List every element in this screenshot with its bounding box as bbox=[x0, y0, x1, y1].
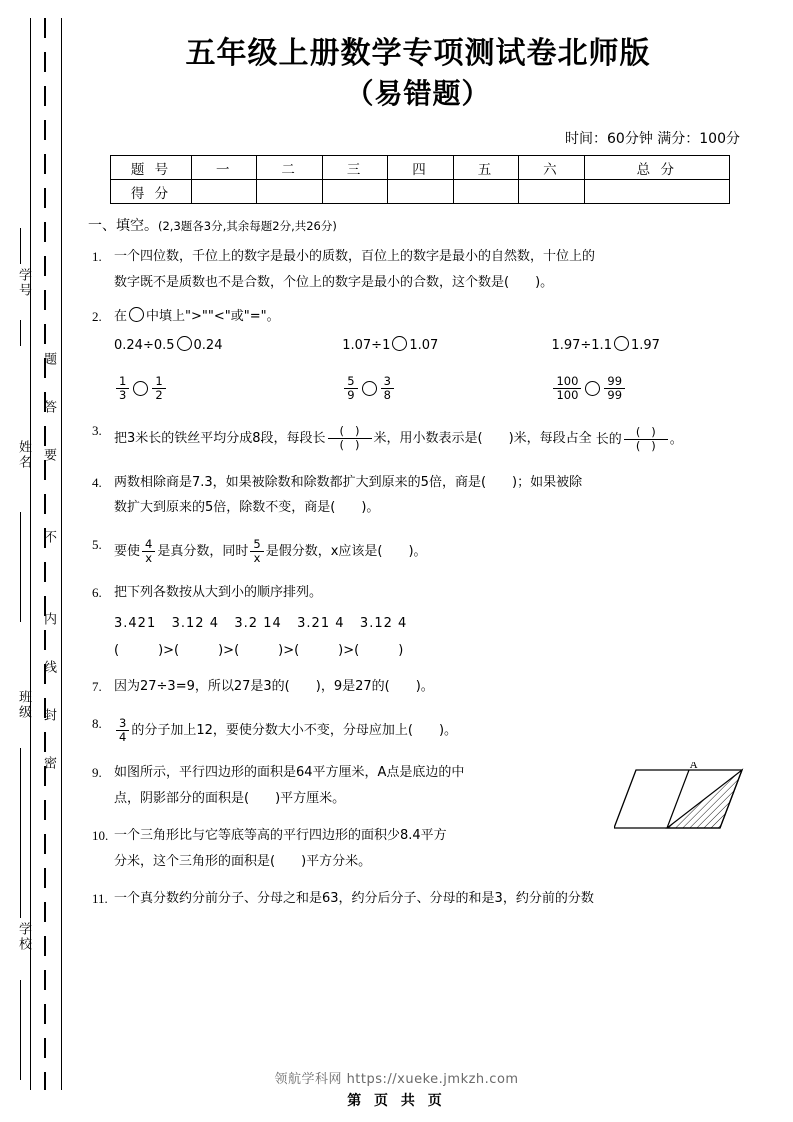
compare-row-fractions bbox=[114, 369, 748, 404]
compare-item bbox=[342, 333, 551, 358]
question-text: 。 bbox=[669, 432, 683, 448]
page-title bbox=[88, 34, 748, 112]
fraction-numerator: 3 bbox=[116, 717, 129, 731]
question-text: 中填上">""<"或"="。 bbox=[146, 308, 280, 324]
question-number: 1. bbox=[92, 249, 102, 265]
fraction-numerator: 99 bbox=[604, 375, 625, 389]
fraction bbox=[381, 375, 394, 402]
fraction-numerator: 4 bbox=[142, 538, 155, 552]
title-line1: 五年级上册数学专项测试卷北师版 bbox=[185, 36, 651, 71]
fraction bbox=[152, 375, 165, 402]
question-number: 10. bbox=[92, 828, 109, 844]
fraction bbox=[142, 538, 155, 565]
page-footer bbox=[0, 1068, 793, 1110]
score-label-cell: 得 分 bbox=[111, 180, 192, 204]
question-text: 一个四位数，千位上的数字是最小的质数，百位上的数字是最小的自然数，十位上的 bbox=[114, 249, 596, 265]
question-list bbox=[88, 244, 748, 911]
fraction-numerator: 5 bbox=[344, 375, 357, 389]
score-input-cell[interactable] bbox=[584, 180, 729, 204]
binding-strip bbox=[30, 18, 62, 1090]
fraction-numerator: 1 bbox=[152, 375, 165, 389]
question-7 bbox=[88, 674, 748, 699]
question-number: 5. bbox=[92, 537, 102, 553]
section-heading bbox=[88, 215, 748, 235]
fraction bbox=[604, 375, 625, 402]
fraction-denominator: 9 bbox=[347, 387, 355, 402]
score-header-cell: 五 bbox=[453, 156, 518, 180]
decimal-number: 3.421 bbox=[114, 616, 157, 632]
circle-blank-icon bbox=[133, 381, 148, 396]
compare-item bbox=[114, 375, 342, 402]
score-header-cell: 三 bbox=[322, 156, 387, 180]
decimal-number: 3.2 14 bbox=[234, 616, 282, 632]
question-3 bbox=[88, 418, 748, 455]
fraction-numerator: 1 bbox=[116, 375, 129, 389]
score-header-cell: 总 分 bbox=[584, 156, 729, 180]
question-text: 数扩大到原来的5倍，除数不变，商是( )。 bbox=[114, 499, 380, 515]
table-row-header bbox=[111, 156, 730, 180]
circle-blank-icon bbox=[392, 336, 407, 351]
question-5 bbox=[88, 532, 748, 567]
fraction-numerator: 3 bbox=[381, 375, 394, 389]
score-header-cell: 题 号 bbox=[111, 156, 192, 180]
compare-right: 1.97 bbox=[630, 338, 660, 354]
question-text: 分米，这个三角形的面积是( )平方分米。 bbox=[114, 853, 372, 869]
page-number: 第 页 共 页 bbox=[347, 1093, 446, 1109]
question-11 bbox=[88, 886, 748, 911]
question-text: 把下列各数按从大到小的顺序排列。 bbox=[114, 584, 323, 600]
side-label-da: 答 bbox=[41, 400, 56, 415]
fraction bbox=[250, 538, 263, 565]
question-1 bbox=[88, 244, 748, 295]
watermark: 领航学科网 https://xueke.jmkzh.com bbox=[274, 1072, 519, 1087]
decimal-number: 3.12 4 bbox=[171, 616, 219, 632]
question-number: 4. bbox=[92, 474, 102, 490]
question-text: 长的 bbox=[595, 432, 622, 448]
fraction-blank: $\frac{( )}{( )}$ bbox=[328, 425, 372, 452]
compare-item bbox=[114, 333, 342, 358]
fraction bbox=[553, 375, 581, 402]
score-input-cell[interactable] bbox=[257, 180, 322, 204]
question-number: 6. bbox=[92, 584, 102, 600]
question-text: 一个三角形比与它等底等高的平行四边形的面积少8.4平方 bbox=[114, 828, 447, 844]
score-table bbox=[110, 155, 730, 204]
compare-row-decimals bbox=[114, 333, 748, 358]
score-input-cell[interactable] bbox=[322, 180, 387, 204]
compare-item bbox=[551, 375, 748, 402]
question-text: 因为27÷3=9，所以27是3的( )，9是27的( )。 bbox=[114, 678, 434, 694]
fraction-denominator: x bbox=[145, 551, 153, 566]
question-text: 米，用小数表示是( )米，每段占全 bbox=[373, 431, 592, 447]
question-2 bbox=[88, 304, 748, 404]
question-text: 是真分数，同时 bbox=[157, 544, 249, 560]
fraction bbox=[116, 375, 129, 402]
compare-left: 1.07÷1 bbox=[342, 338, 391, 354]
section-note: (2,3题各3分,其余每题2分,共26分) bbox=[158, 219, 337, 234]
ordering-answer-line[interactable]: ( )>( )>( )>( )>( ) bbox=[114, 643, 404, 659]
side-label-xuehao: 学号 bbox=[16, 268, 31, 298]
question-text: 点，阴影部分的面积是( )平方厘米。 bbox=[114, 790, 346, 806]
score-header-cell: 二 bbox=[257, 156, 322, 180]
question-text: 把3米长的铁丝平均分成8段，每段长 bbox=[114, 431, 326, 447]
compare-left: 0.24÷0.5 bbox=[114, 338, 175, 354]
question-8 bbox=[88, 711, 748, 746]
question-text: 在 bbox=[114, 308, 128, 324]
score-input-cell[interactable] bbox=[453, 180, 518, 204]
question-text: 是假分数，x应该是( )。 bbox=[265, 544, 427, 560]
side-label-ti: 题 bbox=[41, 352, 56, 367]
fraction-denominator: 8 bbox=[383, 387, 391, 402]
question-text: 如图所示，平行四边形的面积是64平方厘米，A点是底边的中 bbox=[114, 765, 465, 781]
question-number: 3. bbox=[92, 423, 102, 439]
score-input-cell[interactable] bbox=[388, 180, 453, 204]
side-label-banji: 班级 bbox=[16, 690, 31, 720]
fraction-denominator: 3 bbox=[119, 387, 127, 402]
question-text: 的分子加上12，要使分数大小不变，分母应加上( )。 bbox=[131, 723, 458, 739]
circle-blank-icon bbox=[129, 307, 144, 322]
circle-blank-icon bbox=[362, 381, 377, 396]
score-header-cell: 四 bbox=[388, 156, 453, 180]
section-label: 一、填空。 bbox=[88, 218, 158, 235]
side-label-mi: 密 bbox=[41, 756, 56, 771]
question-text: 数字既不是质数也不是合数，个位上的数字是最小的合数，这个数是( )。 bbox=[114, 274, 554, 290]
question-9 bbox=[88, 760, 748, 811]
question-number: 9. bbox=[92, 765, 102, 781]
circle-blank-icon bbox=[177, 336, 192, 351]
fraction-denominator: x bbox=[253, 551, 261, 566]
document-content bbox=[88, 24, 748, 911]
fraction-blank: $\frac{( )}{( )}$ bbox=[624, 426, 668, 453]
question-10 bbox=[88, 823, 748, 874]
question-text: 两数相除商是7.3，如果被除数和除数都扩大到原来的5倍，商是( )；如果被除 bbox=[114, 474, 583, 490]
question-number: 8. bbox=[92, 716, 102, 732]
exam-meta: 时间：60分钟 满分：100分 bbox=[565, 131, 740, 148]
score-header-cell: 六 bbox=[519, 156, 584, 180]
side-label-feng: 封 bbox=[41, 708, 56, 723]
compare-item bbox=[342, 375, 551, 402]
figure-label-a: A bbox=[690, 762, 698, 772]
side-label-xingming: 姓名 bbox=[16, 440, 31, 470]
question-text: 一个真分数约分前分子、分母之和是63，约分后分子、分母的和是3，约分前的分数 bbox=[114, 890, 594, 906]
decimal-number: 3.12 4 bbox=[359, 616, 408, 632]
fraction-denominator: 4 bbox=[119, 730, 127, 745]
question-number: 2. bbox=[92, 308, 102, 324]
question-6 bbox=[88, 580, 748, 664]
circle-blank-icon bbox=[585, 381, 600, 396]
fraction-denominator: 99 bbox=[607, 387, 623, 402]
score-header-cell: 一 bbox=[192, 156, 257, 180]
title-line2: （易错题） bbox=[345, 76, 491, 110]
score-input-cell[interactable] bbox=[192, 180, 257, 204]
fraction-denominator: 100 bbox=[556, 387, 579, 402]
decimal-number: 3.21 4 bbox=[297, 616, 345, 632]
circle-blank-icon bbox=[614, 336, 629, 351]
fraction-numerator: 100 bbox=[553, 375, 581, 389]
compare-right: 0.24 bbox=[193, 338, 223, 354]
score-input-cell[interactable] bbox=[519, 180, 584, 204]
table-row-scores bbox=[111, 180, 730, 204]
question-4 bbox=[88, 470, 748, 521]
fraction-numerator: 5 bbox=[250, 538, 263, 552]
question-text: 要使 bbox=[114, 544, 141, 560]
fraction bbox=[344, 375, 357, 402]
side-label-xuexiao: 学校 bbox=[16, 922, 31, 952]
decimal-number-row bbox=[114, 611, 748, 636]
question-number: 11. bbox=[92, 890, 108, 906]
side-label-nei: 内 bbox=[41, 612, 56, 627]
compare-right: 1.07 bbox=[409, 338, 439, 354]
compare-item bbox=[551, 333, 748, 358]
side-label-xian: 线 bbox=[41, 660, 56, 675]
fraction-denominator: 2 bbox=[155, 387, 163, 402]
side-label-yao: 要 bbox=[41, 448, 56, 463]
question-number: 7. bbox=[92, 678, 102, 694]
side-label-bu: 不 bbox=[41, 530, 56, 545]
compare-left: 1.97÷1.1 bbox=[551, 338, 612, 354]
fraction bbox=[116, 717, 129, 744]
